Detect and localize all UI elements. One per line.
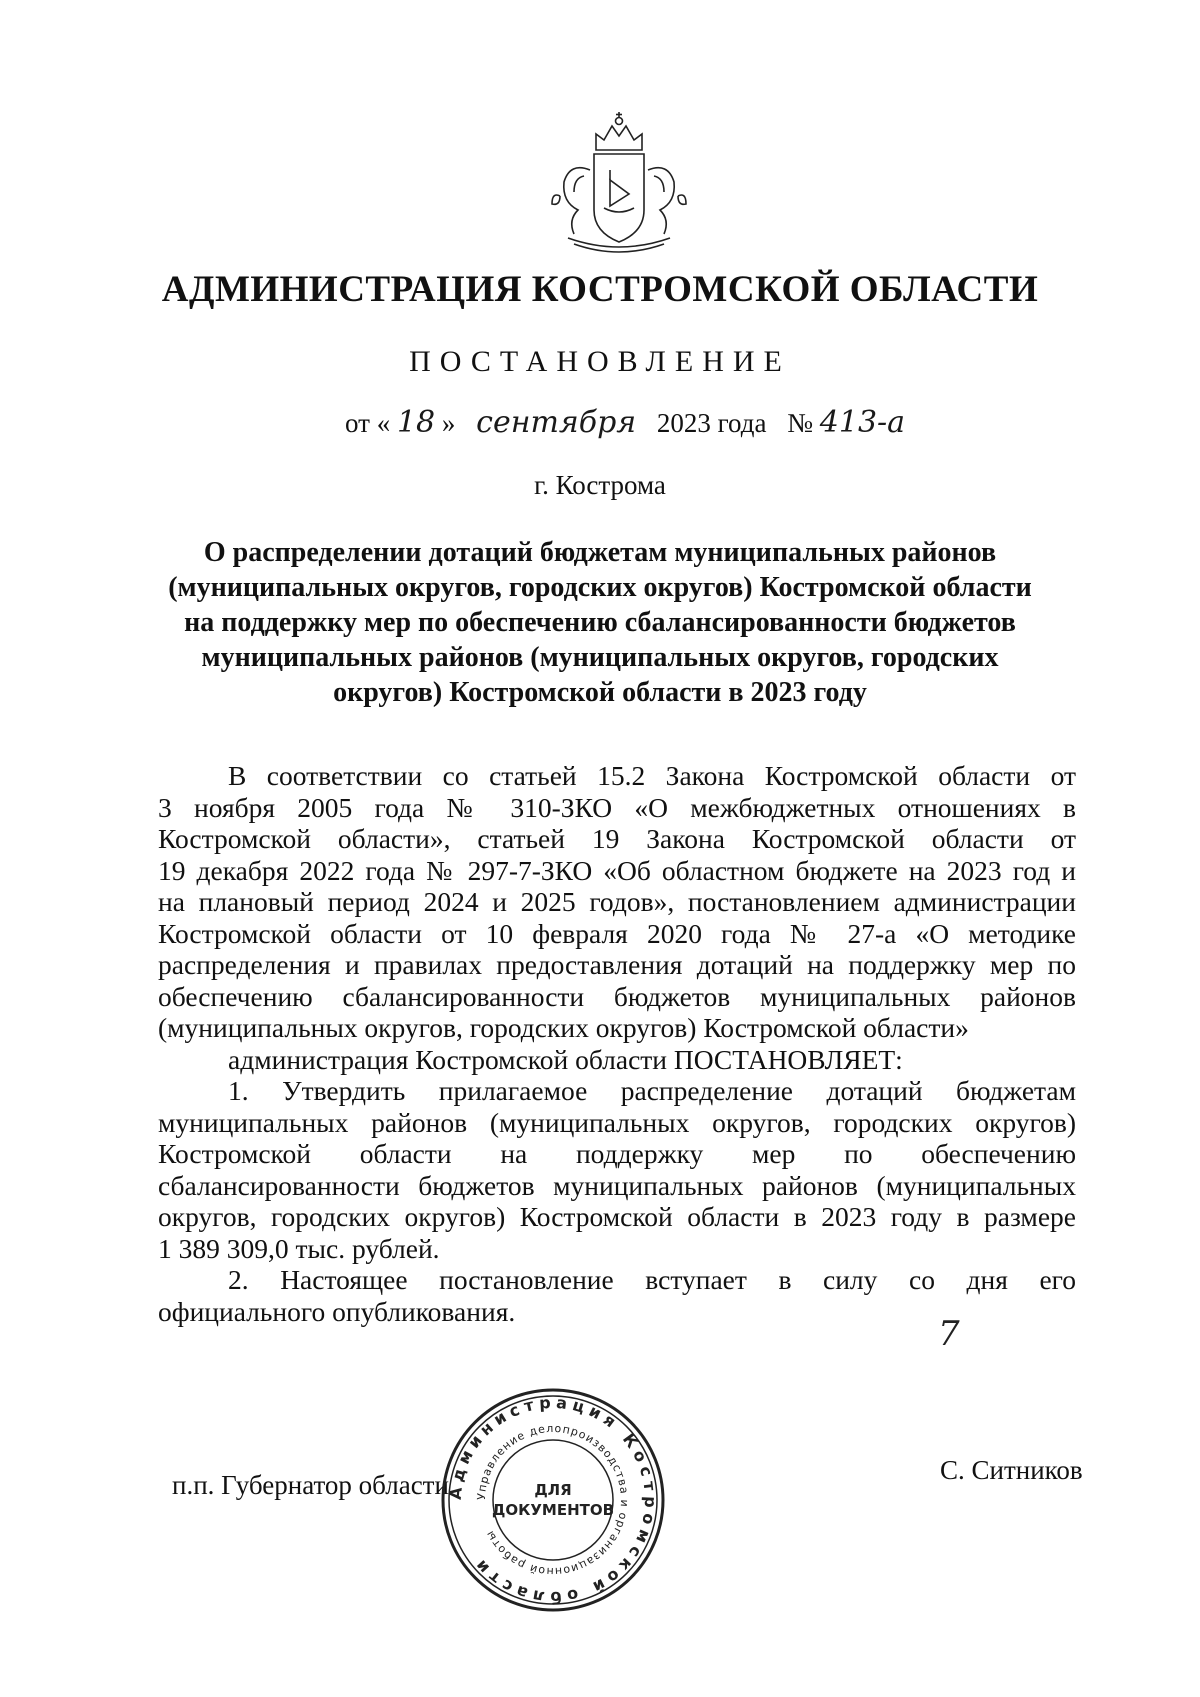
body-line: 2. Настоящее постановление вступает в силу со дня его <box>228 1264 1076 1295</box>
body-line: Костромской области», статьей 19 Закона Костромской области от <box>158 823 1076 854</box>
body-line: официального опубликования. <box>158 1295 516 1327</box>
stamp-inner-text: Управление делопроизводства и организационной работы <box>474 1421 632 1579</box>
date-line <box>345 405 905 440</box>
body-line: 1. Утвердить прилагаемое распределение дотаций бюджетам <box>228 1075 1076 1106</box>
body-line: округов, городских округов) Костромской области в 2023 году в размере <box>158 1201 1076 1232</box>
city: г. Кострома <box>534 470 666 500</box>
official-stamp <box>438 1385 668 1615</box>
body-line: сбалансированности бюджетов муниципальных районов (муниципальных <box>158 1169 1076 1201</box>
body-line: 3 ноября 2005 года № 310-ЗКО «О межбюджетных отношениях в <box>158 791 1076 823</box>
subject-line: на поддержку мер по обеспечению сбалансированности бюджетов <box>184 607 1016 638</box>
body-line: 1 389 309,0 тыс. рублей. <box>158 1232 440 1264</box>
stamp-outer-text: Администрация Костромской области <box>445 1392 661 1608</box>
body-line: муниципальных районов (муниципальных округов, городских округов) <box>158 1106 1076 1138</box>
date-day: 18 <box>396 405 436 440</box>
document-body <box>158 760 1076 1327</box>
body-line: (муниципальных округов, городских округов) Костромской области» <box>158 1012 969 1043</box>
coat-of-arms-emblem <box>534 110 704 260</box>
date-year: 2023 года <box>656 408 767 438</box>
organization-title: АДМИНИСТРАЦИЯ КОСТРОМСКОЙ ОБЛАСТИ <box>161 269 1039 310</box>
body-line: распределения и правилах предоставления дотаций на поддержку мер по <box>158 949 1076 980</box>
handwritten-mark: 7 <box>938 1314 960 1354</box>
body-line: В соответствии со статьей 15.2 Закона Костромской области от <box>228 760 1076 791</box>
subject-line: О распределении дотаций бюджетам муниципальных районов <box>203 537 997 568</box>
body-line: 19 декабря 2022 года № 297-7-ЗКО «Об областном бюджете на 2023 год и <box>158 854 1076 886</box>
document-number: 413-а <box>819 405 906 440</box>
date-close-quote: » <box>441 408 456 438</box>
body-line: Костромской области от 10 февраля 2020 года № 27-а «О методике <box>158 917 1076 949</box>
signatory-title: п.п. Губернатор области <box>172 1470 449 1500</box>
number-sign: № <box>787 408 814 438</box>
subject-line: муниципальных районов (муниципальных округов, городских <box>201 642 999 673</box>
date-month: сентября <box>476 405 637 440</box>
body-line: Костромской области на поддержку мер по обеспечению <box>158 1138 1076 1169</box>
stamp-center-line2: ДОКУМЕНТОВ <box>491 1501 615 1519</box>
body-line: администрация Костромской области ПОСТАНОВЛЯЕТ: <box>228 1043 903 1075</box>
body-line: обеспечению сбалансированности бюджетов муниципальных районов <box>158 980 1076 1012</box>
signatory-name: С. Ситников <box>940 1455 1083 1485</box>
document-subject <box>150 535 1050 710</box>
document-type: ПОСТАНОВЛЕНИЕ <box>409 345 791 378</box>
stamp-center-line1: ДЛЯ <box>534 1481 572 1499</box>
svg-text:Управление делопроизводства и <box>475 1422 631 1578</box>
subject-line: округов) Костромской области в 2023 году <box>333 677 867 708</box>
subject-line: (муниципальных округов, городских округов) Костромской области <box>168 572 1032 603</box>
date-prefix: от « <box>345 408 391 438</box>
body-line: на плановый период 2024 и 2025 годов», постановлением администрации <box>158 886 1076 917</box>
